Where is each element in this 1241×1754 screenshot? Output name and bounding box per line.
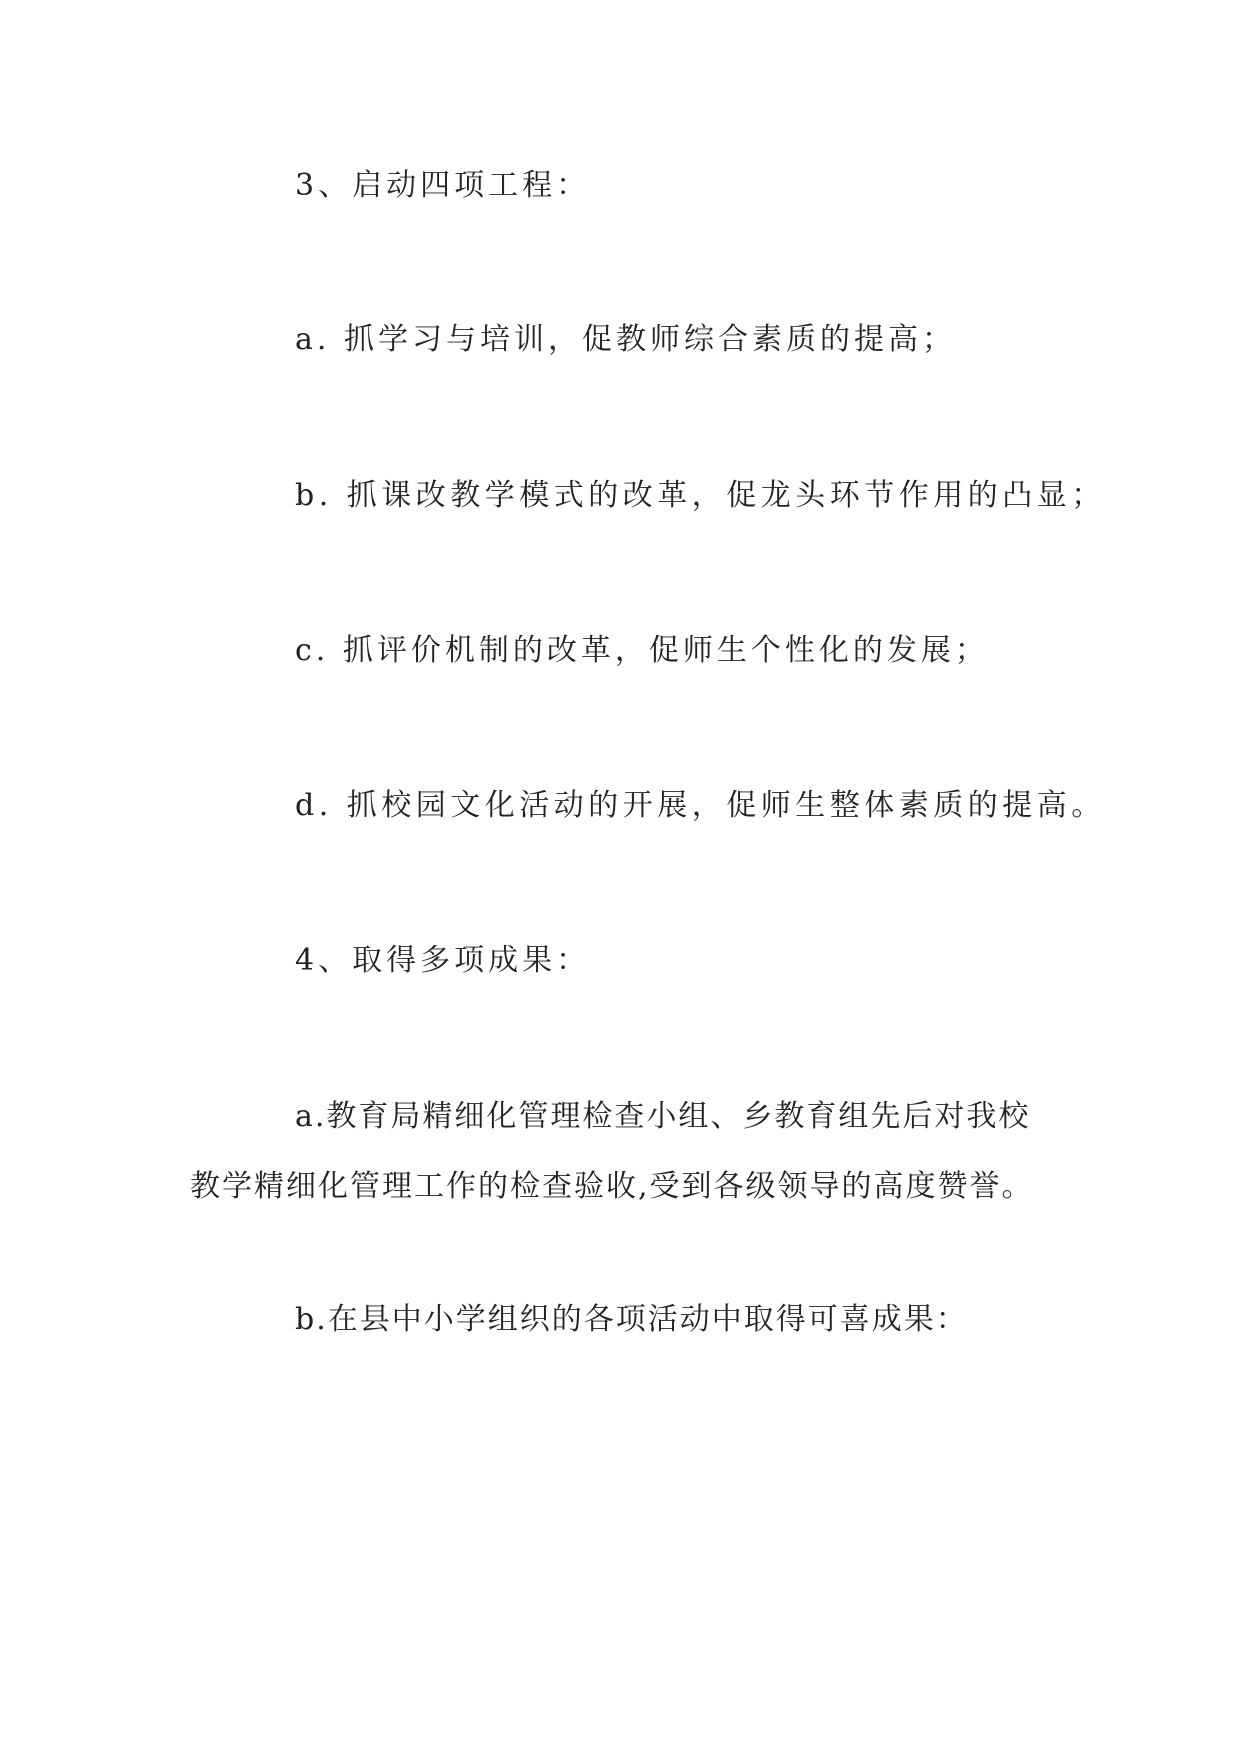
list-item-3d: d. 抓校园文化活动的开展，促师生整体素质的提高。: [295, 788, 1106, 823]
list-item-4a: [190, 1082, 1090, 1222]
list-item-4a-line-1: a.教育局精细化管理检查小组、乡教育组先后对我校: [295, 1099, 1031, 1134]
list-item-3c: c. 抓评价机制的改革，促师生个性化的发展；: [295, 633, 989, 668]
list-item-4b: b.在县中小学组织的各项活动中取得可喜成果：: [295, 1302, 968, 1337]
section-heading-4: 4、取得多项成果：: [295, 943, 591, 978]
section-heading-3: 3、启动四项工程：: [295, 168, 591, 203]
list-item-4a-line-2: 教学精细化管理工作的检查验收,受到各级领导的高度赞誉。: [190, 1169, 1034, 1204]
list-item-3a: a. 抓学习与培训，促教师综合素质的提高；: [295, 322, 956, 357]
list-item-3b: b. 抓课改教学模式的改革，促龙头环节作用的凸显；: [295, 478, 1106, 513]
